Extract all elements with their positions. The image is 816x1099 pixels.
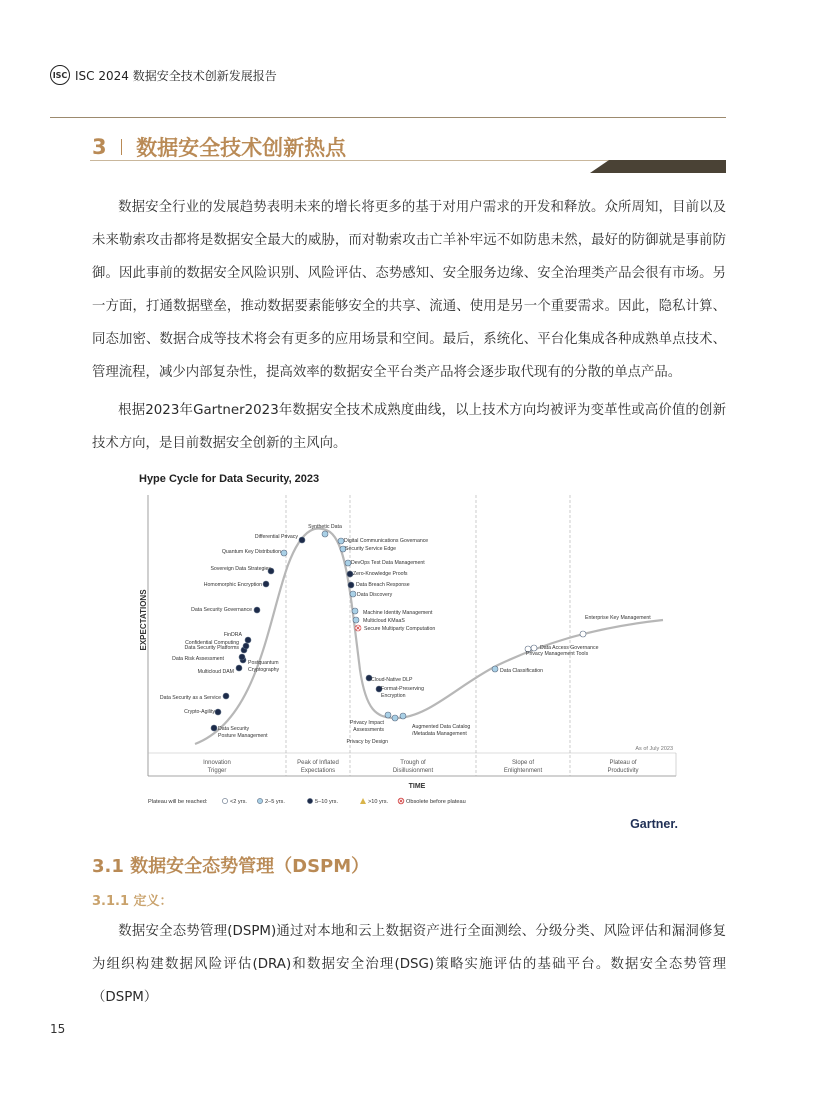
tech-label: Cryptography xyxy=(248,667,280,673)
paragraph-dspm xyxy=(92,915,726,1014)
legend-marker xyxy=(307,798,312,803)
phase-label: Productivity xyxy=(607,768,639,774)
tech-label: Multicloud KMaaS xyxy=(363,618,405,624)
tech-label: Posture Management xyxy=(218,733,268,739)
tech-marker xyxy=(385,712,391,718)
paragraph-dspm-text: 数据安全态势管理(DSPM)通过对本地和云上数据资产进行全面测绘、分级分类、风险评估和漏洞修复为组织构建数据风险评估(DRA)和数据安全治理(DSG)策略实施评估的基础平台。数据安全态势管理（DSPM） xyxy=(92,924,726,1005)
tech-label: Encryption xyxy=(381,693,406,699)
tech-marker xyxy=(211,725,217,731)
tech-marker xyxy=(263,581,269,587)
tech-label: Machine Identity Management xyxy=(363,610,433,616)
legend-marker xyxy=(257,798,262,803)
legend-label: Obsolete before plateau xyxy=(406,799,466,805)
paragraph-intro xyxy=(92,191,726,389)
tech-label: Homomorphic Encryption xyxy=(203,582,262,588)
tech-label: Assessments xyxy=(353,727,384,733)
phase-label: Trough of xyxy=(400,760,426,766)
tech-marker xyxy=(215,709,221,715)
chart-title: Hype Cycle for Data Security, 2023 xyxy=(139,473,320,485)
tech-label: /Metadata Management xyxy=(412,731,467,737)
phase-label: Plateau of xyxy=(609,760,637,766)
tech-marker xyxy=(350,591,356,597)
tech-label: Data Access Governance xyxy=(540,645,599,651)
title-band-line xyxy=(90,160,646,161)
gartner-logo: Gartner. xyxy=(630,817,678,831)
tech-marker xyxy=(243,643,249,649)
section-number: 3 xyxy=(92,135,107,159)
tech-label: Zero-Knowledge Proofs xyxy=(353,571,408,577)
phase-label: Innovation xyxy=(203,760,231,766)
tech-label: FinDRA xyxy=(223,632,242,638)
tech-marker xyxy=(352,608,358,614)
tech-marker xyxy=(348,582,354,588)
tech-label: DevOps Test Data Management xyxy=(351,560,425,566)
tech-label: Data Security xyxy=(218,726,250,732)
phase-label: Slope of xyxy=(511,760,535,766)
tech-marker xyxy=(245,637,251,643)
tech-label: Confidential Computing xyxy=(185,640,239,646)
hype-cycle-chart xyxy=(138,470,683,840)
report-title: ISC 2024 数据安全技术创新发展报告 xyxy=(75,68,277,83)
tech-label: Cloud-Native DLP xyxy=(371,677,413,683)
tech-label: Sovereign Data Strategies xyxy=(210,566,271,572)
section-heading xyxy=(92,132,346,162)
tech-marker xyxy=(400,713,406,719)
tech-marker xyxy=(223,693,229,699)
page-header xyxy=(50,64,277,86)
tech-marker xyxy=(353,617,359,623)
tech-label: Data Security Governance xyxy=(191,607,252,613)
as-of-label: As of July 2023 xyxy=(635,746,673,752)
tech-marker xyxy=(299,537,305,543)
hype-cycle-svg xyxy=(138,470,683,840)
tech-label: Data Security as a Service xyxy=(159,695,221,701)
tech-label: Quantum Key Distribution xyxy=(221,549,281,555)
tech-label: Privacy by Design xyxy=(346,739,388,745)
tech-label: Format-Preserving xyxy=(381,686,424,692)
tech-label: Security Service Edge xyxy=(345,546,397,552)
phase-label: Trigger xyxy=(207,768,227,774)
phase-label: Peak of Inflated xyxy=(297,760,339,766)
subsection-title: 3.1 数据安全态势管理（DSPM） xyxy=(92,856,370,877)
tech-marker xyxy=(236,665,242,671)
tech-marker xyxy=(281,550,287,556)
tech-label: Enterprise Key Management xyxy=(585,615,651,621)
section-title-band xyxy=(90,160,726,173)
tech-marker xyxy=(580,631,586,637)
tech-label: Differential Privacy xyxy=(254,534,298,540)
tech-label: Augmented Data Catalog xyxy=(412,724,471,730)
paragraph-gartner-text: 根据2023年Gartner2023年数据安全技术成熟度曲线，以上技术方向均被评为变革性或高价值的创新技术方向，是目前数据安全创新的主风向。 xyxy=(92,403,726,451)
tech-marker xyxy=(239,654,245,660)
tech-label: Privacy Impact xyxy=(349,720,384,726)
paragraph-intro-text: 数据安全行业的发展趋势表明未来的增长将更多的基于对用户需求的开发和释放。众所周知，目前以及未来勒索攻击都将是数据安全最大的威胁，而对勒索攻击亡羊补牢远不如防患未然，最好的防御就是事前防御。因此事前的数据安全风险识别、风险评估、态势感知、安全服务边缘、安全治理类产品会很有市场。另一方面，打通数据壁垒，推动数据要素能够安全的共享、流通、使用是另一个重要需求。因此，隐私计算、同态加密、数据合成等技术将会有更多的应用场景和空间。最后，系统化、平台化集成各种成熟单点技术、管理流程，减少内部复杂性，提高效率的数据安全平台类产品将会逐步取代现有的分散的单点产品。 xyxy=(92,200,726,380)
tech-label: Data Classification xyxy=(500,668,543,674)
header-divider xyxy=(50,117,726,118)
page-number: 15 xyxy=(50,1022,66,1036)
tech-label: Postquantum xyxy=(248,660,279,666)
phase-label: Enlightenment xyxy=(503,768,543,774)
tech-marker xyxy=(492,666,498,672)
legend-label: 5–10 yrs. xyxy=(315,799,339,805)
legend-title: Plateau will be reached: xyxy=(148,799,208,805)
isc-logo: ISC xyxy=(50,65,70,85)
tech-label: Data Security Platforms xyxy=(184,645,239,651)
phase-label: Disillusionment xyxy=(392,768,434,774)
title-band-block xyxy=(590,160,726,173)
section-title: 数据安全技术创新热点 xyxy=(136,136,347,160)
tech-label: Crypto-Agility xyxy=(184,709,215,715)
hype-curve xyxy=(195,528,663,744)
y-axis-label: EXPECTATIONS xyxy=(139,589,148,651)
tech-label: Privacy Management Tools xyxy=(526,651,589,657)
x-axis-label: TIME xyxy=(408,783,426,790)
legend-marker xyxy=(222,798,227,803)
legend-marker xyxy=(360,798,366,804)
tech-label: Synthetic Data xyxy=(308,524,342,530)
subsubsection-title: 3.1.1 定义： xyxy=(92,894,173,909)
paragraph-gartner xyxy=(92,394,726,460)
tech-label: Digital Communications Governance xyxy=(344,538,429,544)
tech-marker xyxy=(254,607,260,613)
legend-label: >10 yrs. xyxy=(368,799,389,805)
tech-label: Data Risk Assessment xyxy=(172,656,224,662)
tech-label: Secure Multiparty Computation xyxy=(364,626,436,632)
legend-label: 2–5 yrs. xyxy=(265,799,285,805)
tech-marker xyxy=(392,715,398,721)
tech-marker xyxy=(322,531,328,537)
tech-label: Data Breach Response xyxy=(356,582,410,588)
tech-label: Data Discovery xyxy=(357,592,393,598)
phase-label: Expectations xyxy=(300,768,336,774)
legend-label: <2 yrs. xyxy=(230,799,247,805)
tech-label: Multicloud DAM xyxy=(197,669,234,675)
section-separator xyxy=(121,139,123,155)
